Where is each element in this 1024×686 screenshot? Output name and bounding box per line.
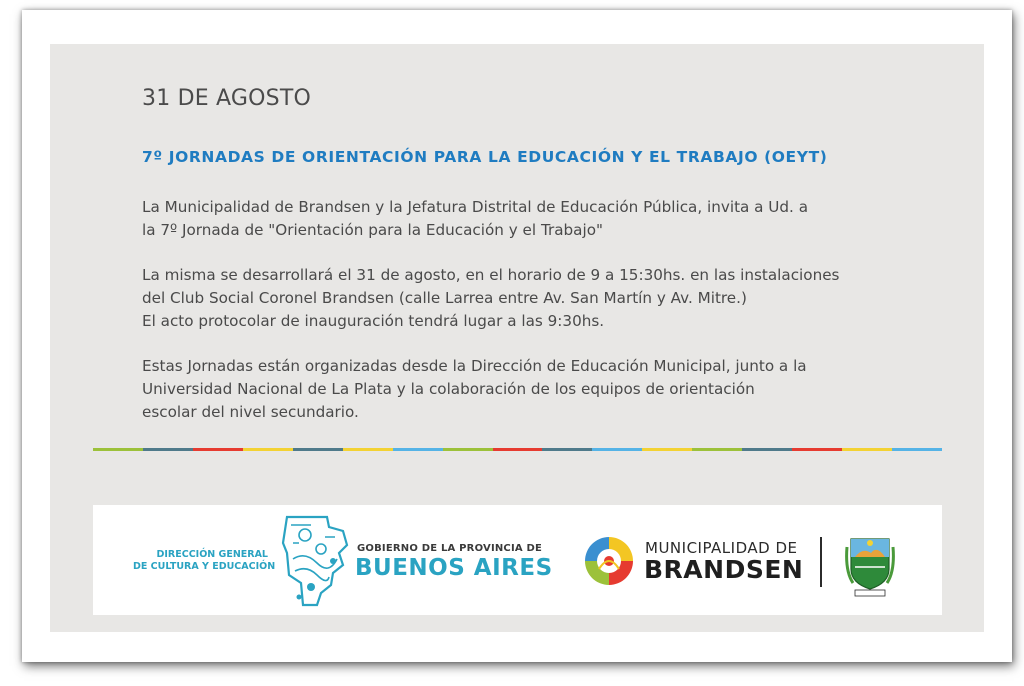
stripe-segment	[542, 448, 592, 451]
stripe-segment	[692, 448, 742, 451]
stripe-segment	[642, 448, 692, 451]
paragraph-organizers	[142, 355, 912, 424]
paragraph-schedule	[142, 264, 912, 333]
stripe-segment	[892, 448, 942, 451]
paragraph-line: del Club Social Coronel Brandsen (calle Larrea entre Av. San Martín y Av. Mitre.)	[142, 289, 747, 307]
paragraph-line: La Municipalidad de Brandsen y la Jefatura Distrital de Educación Pública, invita a Ud. a	[142, 198, 809, 216]
paragraph-line: La misma se desarrollará el 31 de agosto, en el horario de 9 a 15:30hs. en las instalaciones	[142, 266, 840, 284]
paragraph-line: Universidad Nacional de La Plata y la colaboración de los equipos de orientación	[142, 380, 755, 398]
municipal-coat-of-arms-icon	[841, 527, 899, 597]
logo-text-line: DE CULTURA Y EDUCACIÓN	[133, 561, 276, 572]
stripe-segment	[592, 448, 642, 451]
logo-bar	[93, 505, 942, 615]
paragraph-line: escolar del nivel secundario.	[142, 403, 359, 421]
municipalidad-text: MUNICIPALIDAD DE	[645, 539, 798, 557]
color-stripe-divider	[93, 448, 942, 451]
paragraph-line: Estas Jornadas están organizadas desde la Dirección de Educación Municipal, junto a la	[142, 357, 807, 375]
stripe-segment	[493, 448, 543, 451]
event-date: 31 DE AGOSTO	[142, 86, 311, 111]
buenos-aires-province-map-icon	[281, 513, 351, 609]
brandsen-wordmark: BRANDSEN	[644, 555, 804, 584]
logo-text-line: DIRECCIÓN GENERAL	[156, 549, 268, 560]
direccion-general-logo-text	[133, 549, 276, 573]
stripe-segment	[792, 448, 842, 451]
stripe-segment	[393, 448, 443, 451]
stripe-segment	[443, 448, 493, 451]
stripe-segment	[193, 448, 243, 451]
buenos-aires-wordmark: BUENOS AIRES	[355, 555, 553, 581]
event-headline: 7º JORNADAS DE ORIENTACIÓN PARA LA EDUCACIÓN Y EL TRABAJO (OEYT)	[142, 148, 828, 166]
stripe-segment	[293, 448, 343, 451]
stripe-segment	[343, 448, 393, 451]
stripe-segment	[143, 448, 193, 451]
stripe-segment	[93, 448, 143, 451]
municipalidad-brandsen-logo-icon	[581, 533, 637, 589]
stripe-segment	[243, 448, 293, 451]
paragraph-invitation	[142, 196, 912, 242]
stripe-segment	[842, 448, 892, 451]
logo-divider	[820, 537, 822, 587]
gobierno-provincia-text: GOBIERNO DE LA PROVINCIA DE	[357, 543, 543, 554]
stripe-segment	[742, 448, 792, 451]
paragraph-line: El acto protocolar de inauguración tendrá lugar a las 9:30hs.	[142, 312, 605, 330]
paragraph-line: la 7º Jornada de "Orientación para la Educación y el Trabajo"	[142, 221, 603, 239]
